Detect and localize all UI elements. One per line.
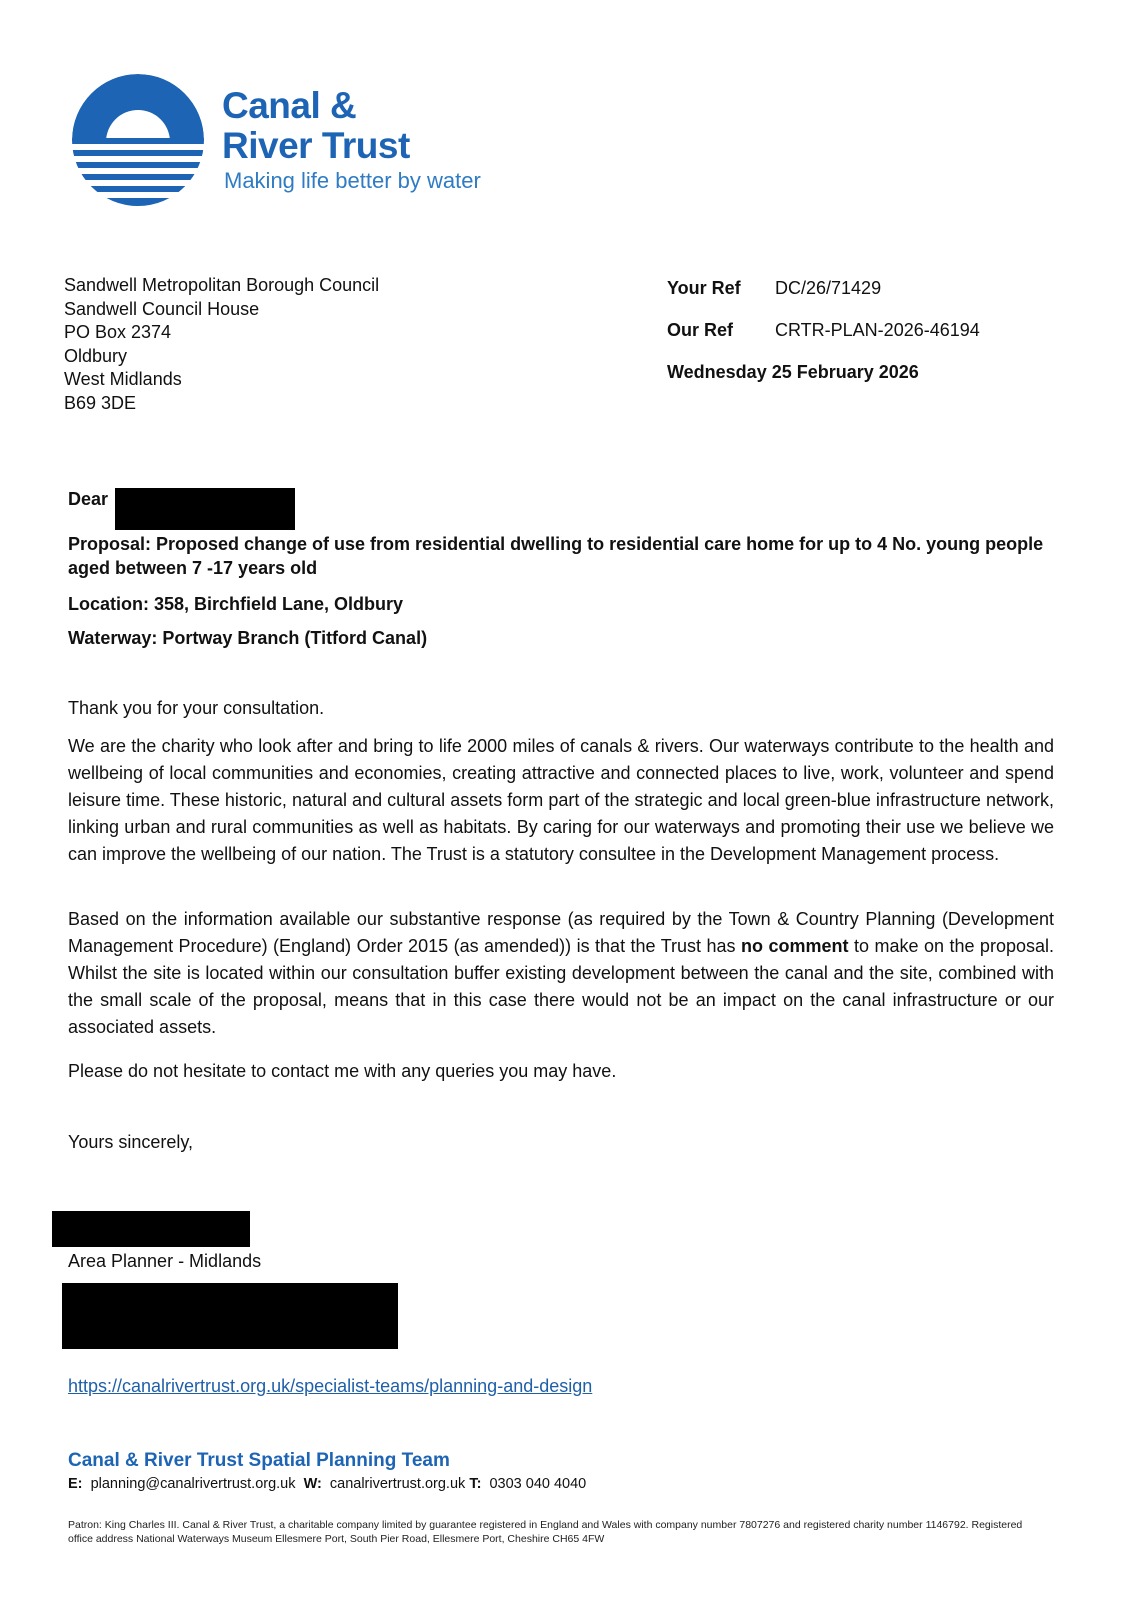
location-line: Location: 358, Birchfield Lane, Oldbury [68, 594, 404, 614]
web-label: W: [303, 1476, 322, 1492]
web-address[interactable]: canalrivertrust.org.uk [329, 1476, 466, 1492]
brand-name [222, 86, 410, 166]
p3-text-before: Based on the information available our substantive response (as required by the Town & Country Planning (Development Management Procedure) (England) Order 2015 (as amended)) is that the Trust has [68, 909, 1054, 956]
your-ref-label: Your Ref [667, 278, 741, 298]
our-ref-value: CRTR-PLAN-2026-46194 [775, 320, 980, 340]
your-ref-value: DC/26/71429 [775, 278, 882, 298]
address-line: Sandwell Council House [64, 298, 260, 319]
letter-date: Wednesday 25 February 2026 [667, 362, 919, 382]
salutation: Dear [68, 489, 109, 509]
closing: Yours sincerely, [68, 1132, 194, 1152]
address-line: Sandwell Metropolitan Borough Council [64, 275, 380, 295]
waterway-line: Waterway: Portway Branch (Titford Canal) [68, 628, 428, 648]
planning-and-design-link[interactable]: https://canalrivertrust.org.uk/specialist-teams/planning-and-design [68, 1376, 593, 1396]
brand-tagline: Making life better by water [224, 168, 481, 193]
address-line: PO Box 2374 [64, 322, 172, 342]
body-paragraph-2: We are the charity who look after and bring to life 2000 miles of canals & rivers. Our waterways contribute to the health and wellbeing of local communities and economies, creating attractive and connected places to live, work, volunteer and spend leisure time. These historic, natural and cultural assets form part of the strategic and local green-blue infrastructure network, linking urban and rural communities as well as habitats. By caring for our waterways and promoting their use we believe we can improve the wellbeing of our nation. The Trust is a statutory consultee in the Development Management process. [68, 736, 1054, 864]
our-ref-row [667, 320, 980, 362]
telephone-number: 0303 040 4040 [489, 1476, 587, 1492]
tel-label: T: [469, 1476, 482, 1492]
your-ref-row [667, 278, 980, 320]
proposal-line: Proposal: Proposed change of use from residential dwelling to residential care home for up to 4 No. young people aged between 7 -17 years old [68, 534, 1044, 578]
our-ref-label: Our Ref [667, 320, 734, 340]
footer-team-name: Canal & River Trust Spatial Planning Team [68, 1450, 450, 1471]
address-line: Oldbury [64, 345, 128, 366]
email-address[interactable]: planning@canalrivertrust.org.uk [90, 1476, 296, 1492]
address-line: B69 3DE [64, 392, 137, 413]
footer-legal-text: Patron: King Charles III. Canal & River Trust, a charitable company limited by guarantee registered in England and Wales with company number 7807276 and registered charity number 1146792. Registered office address National Waterways Museum Ellesmere Port, South Pier Road, Ellesmere Port, Cheshire CH65 4FW [68, 1519, 1023, 1545]
body-paragraph-1: Thank you for your consultation. [68, 698, 325, 718]
email-label: E: [68, 1476, 83, 1492]
redacted-contact-details [62, 1283, 398, 1349]
p3-text-after: to make on the proposal. Whilst the site is located within our consultation buffer existing development between the canal and the site, combined with the small scale of the proposal, means that in this case there would not be an impact on the canal infrastructure or our associated assets. [68, 936, 1054, 1037]
signatory-title: Area Planner - Midlands [68, 1251, 262, 1271]
p3-no-comment: no comment [741, 936, 849, 956]
redacted-recipient-name [115, 488, 295, 530]
canal-river-trust-logo-icon [70, 72, 206, 208]
recipient-address [64, 274, 379, 415]
footer-contact-line [68, 1476, 586, 1492]
brand-name-line2: River Trust [222, 125, 410, 166]
body-paragraph-3 [68, 906, 1054, 1041]
redacted-signatory-name [52, 1211, 250, 1247]
body-paragraph-4: Please do not hesitate to contact me with any queries you may have. [68, 1061, 617, 1081]
brand-name-line1: Canal & [222, 85, 357, 126]
address-line: West Midlands [64, 369, 182, 389]
reference-block [667, 278, 980, 383]
